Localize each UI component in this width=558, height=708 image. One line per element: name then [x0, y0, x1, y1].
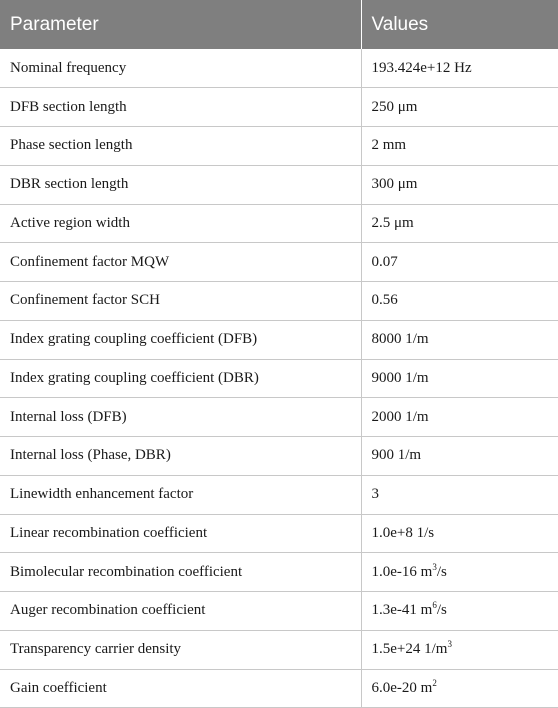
value-text: 1.0e+8 1/s: [371, 524, 435, 541]
value-cell: [361, 204, 558, 243]
parameter-cell: Phase section length: [0, 127, 361, 166]
table-row: [0, 437, 558, 476]
value-text: 3: [371, 486, 379, 503]
table-row: [0, 127, 558, 166]
table-row: [0, 49, 558, 88]
value-cell: [361, 127, 558, 166]
value-exponent: 6: [432, 600, 437, 611]
table-row: [0, 592, 558, 631]
parameter-cell: Gain coefficient: [0, 669, 361, 708]
table-row: [0, 669, 558, 708]
table-row: [0, 243, 558, 282]
value-text: 2.5 μm: [371, 214, 414, 231]
value-cell: [361, 320, 558, 359]
value-cell: [361, 553, 558, 592]
table-row: [0, 204, 558, 243]
value-suffix: /s: [436, 563, 447, 580]
table-row: [0, 475, 558, 514]
value-exponent: 2: [432, 677, 437, 688]
table-row: [0, 282, 558, 321]
value-cell: [361, 243, 558, 282]
parameter-cell: Linear recombination coefficient: [0, 514, 361, 553]
table-row: [0, 88, 558, 127]
value-text: 1.0e-16 m: [371, 563, 433, 580]
header-row: [0, 0, 558, 49]
value-cell: [361, 669, 558, 708]
table-row: [0, 320, 558, 359]
parameter-cell: Nominal frequency: [0, 49, 361, 88]
parameter-cell: Bimolecular recombination coefficient: [0, 553, 361, 592]
table-row: [0, 398, 558, 437]
parameter-cell: Internal loss (DFB): [0, 398, 361, 437]
parameter-cell: DFB section length: [0, 88, 361, 127]
value-suffix: /s: [436, 602, 447, 619]
value-text: 2000 1/m: [371, 408, 429, 425]
value-text: 6.0e-20 m: [371, 679, 433, 696]
parameter-cell: Index grating coupling coefficient (DBR): [0, 359, 361, 398]
table-row: [0, 359, 558, 398]
value-text: 0.56: [371, 292, 398, 309]
parameter-cell: Internal loss (Phase, DBR): [0, 437, 361, 476]
parameter-cell: Transparency carrier density: [0, 630, 361, 669]
value-cell: [361, 437, 558, 476]
value-exponent: 3: [432, 561, 437, 572]
table-row: [0, 553, 558, 592]
table-row: [0, 514, 558, 553]
value-cell: [361, 592, 558, 631]
table-row: [0, 165, 558, 204]
value-cell: [361, 398, 558, 437]
parameter-cell: Confinement factor SCH: [0, 282, 361, 321]
value-text: 900 1/m: [371, 447, 422, 464]
value-cell: [361, 359, 558, 398]
value-text: 250 μm: [371, 98, 418, 115]
value-cell: [361, 514, 558, 553]
parameter-cell: Linewidth enhancement factor: [0, 475, 361, 514]
header-values: Values: [361, 0, 558, 49]
value-cell: [361, 88, 558, 127]
parameter-cell: Index grating coupling coefficient (DFB): [0, 320, 361, 359]
header-parameter: Parameter: [0, 0, 361, 49]
value-text: 2 mm: [371, 137, 407, 154]
value-cell: [361, 475, 558, 514]
value-text: 300 μm: [371, 176, 418, 193]
parameter-cell: Active region width: [0, 204, 361, 243]
value-exponent: 3: [447, 639, 452, 650]
value-text: 0.07: [371, 253, 398, 270]
value-text: 1.3e-41 m: [371, 602, 433, 619]
table-row: [0, 630, 558, 669]
value-cell: [361, 49, 558, 88]
value-cell: [361, 282, 558, 321]
value-text: 193.424e+12 Hz: [371, 59, 472, 76]
value-cell: [361, 165, 558, 204]
value-cell: [361, 630, 558, 669]
parameter-cell: DBR section length: [0, 165, 361, 204]
value-text: 8000 1/m: [371, 331, 429, 348]
value-text: 9000 1/m: [371, 369, 429, 386]
value-text: 1.5e+24 1/m: [371, 641, 448, 658]
parameter-cell: Confinement factor MQW: [0, 243, 361, 282]
parameter-cell: Auger recombination coefficient: [0, 592, 361, 631]
